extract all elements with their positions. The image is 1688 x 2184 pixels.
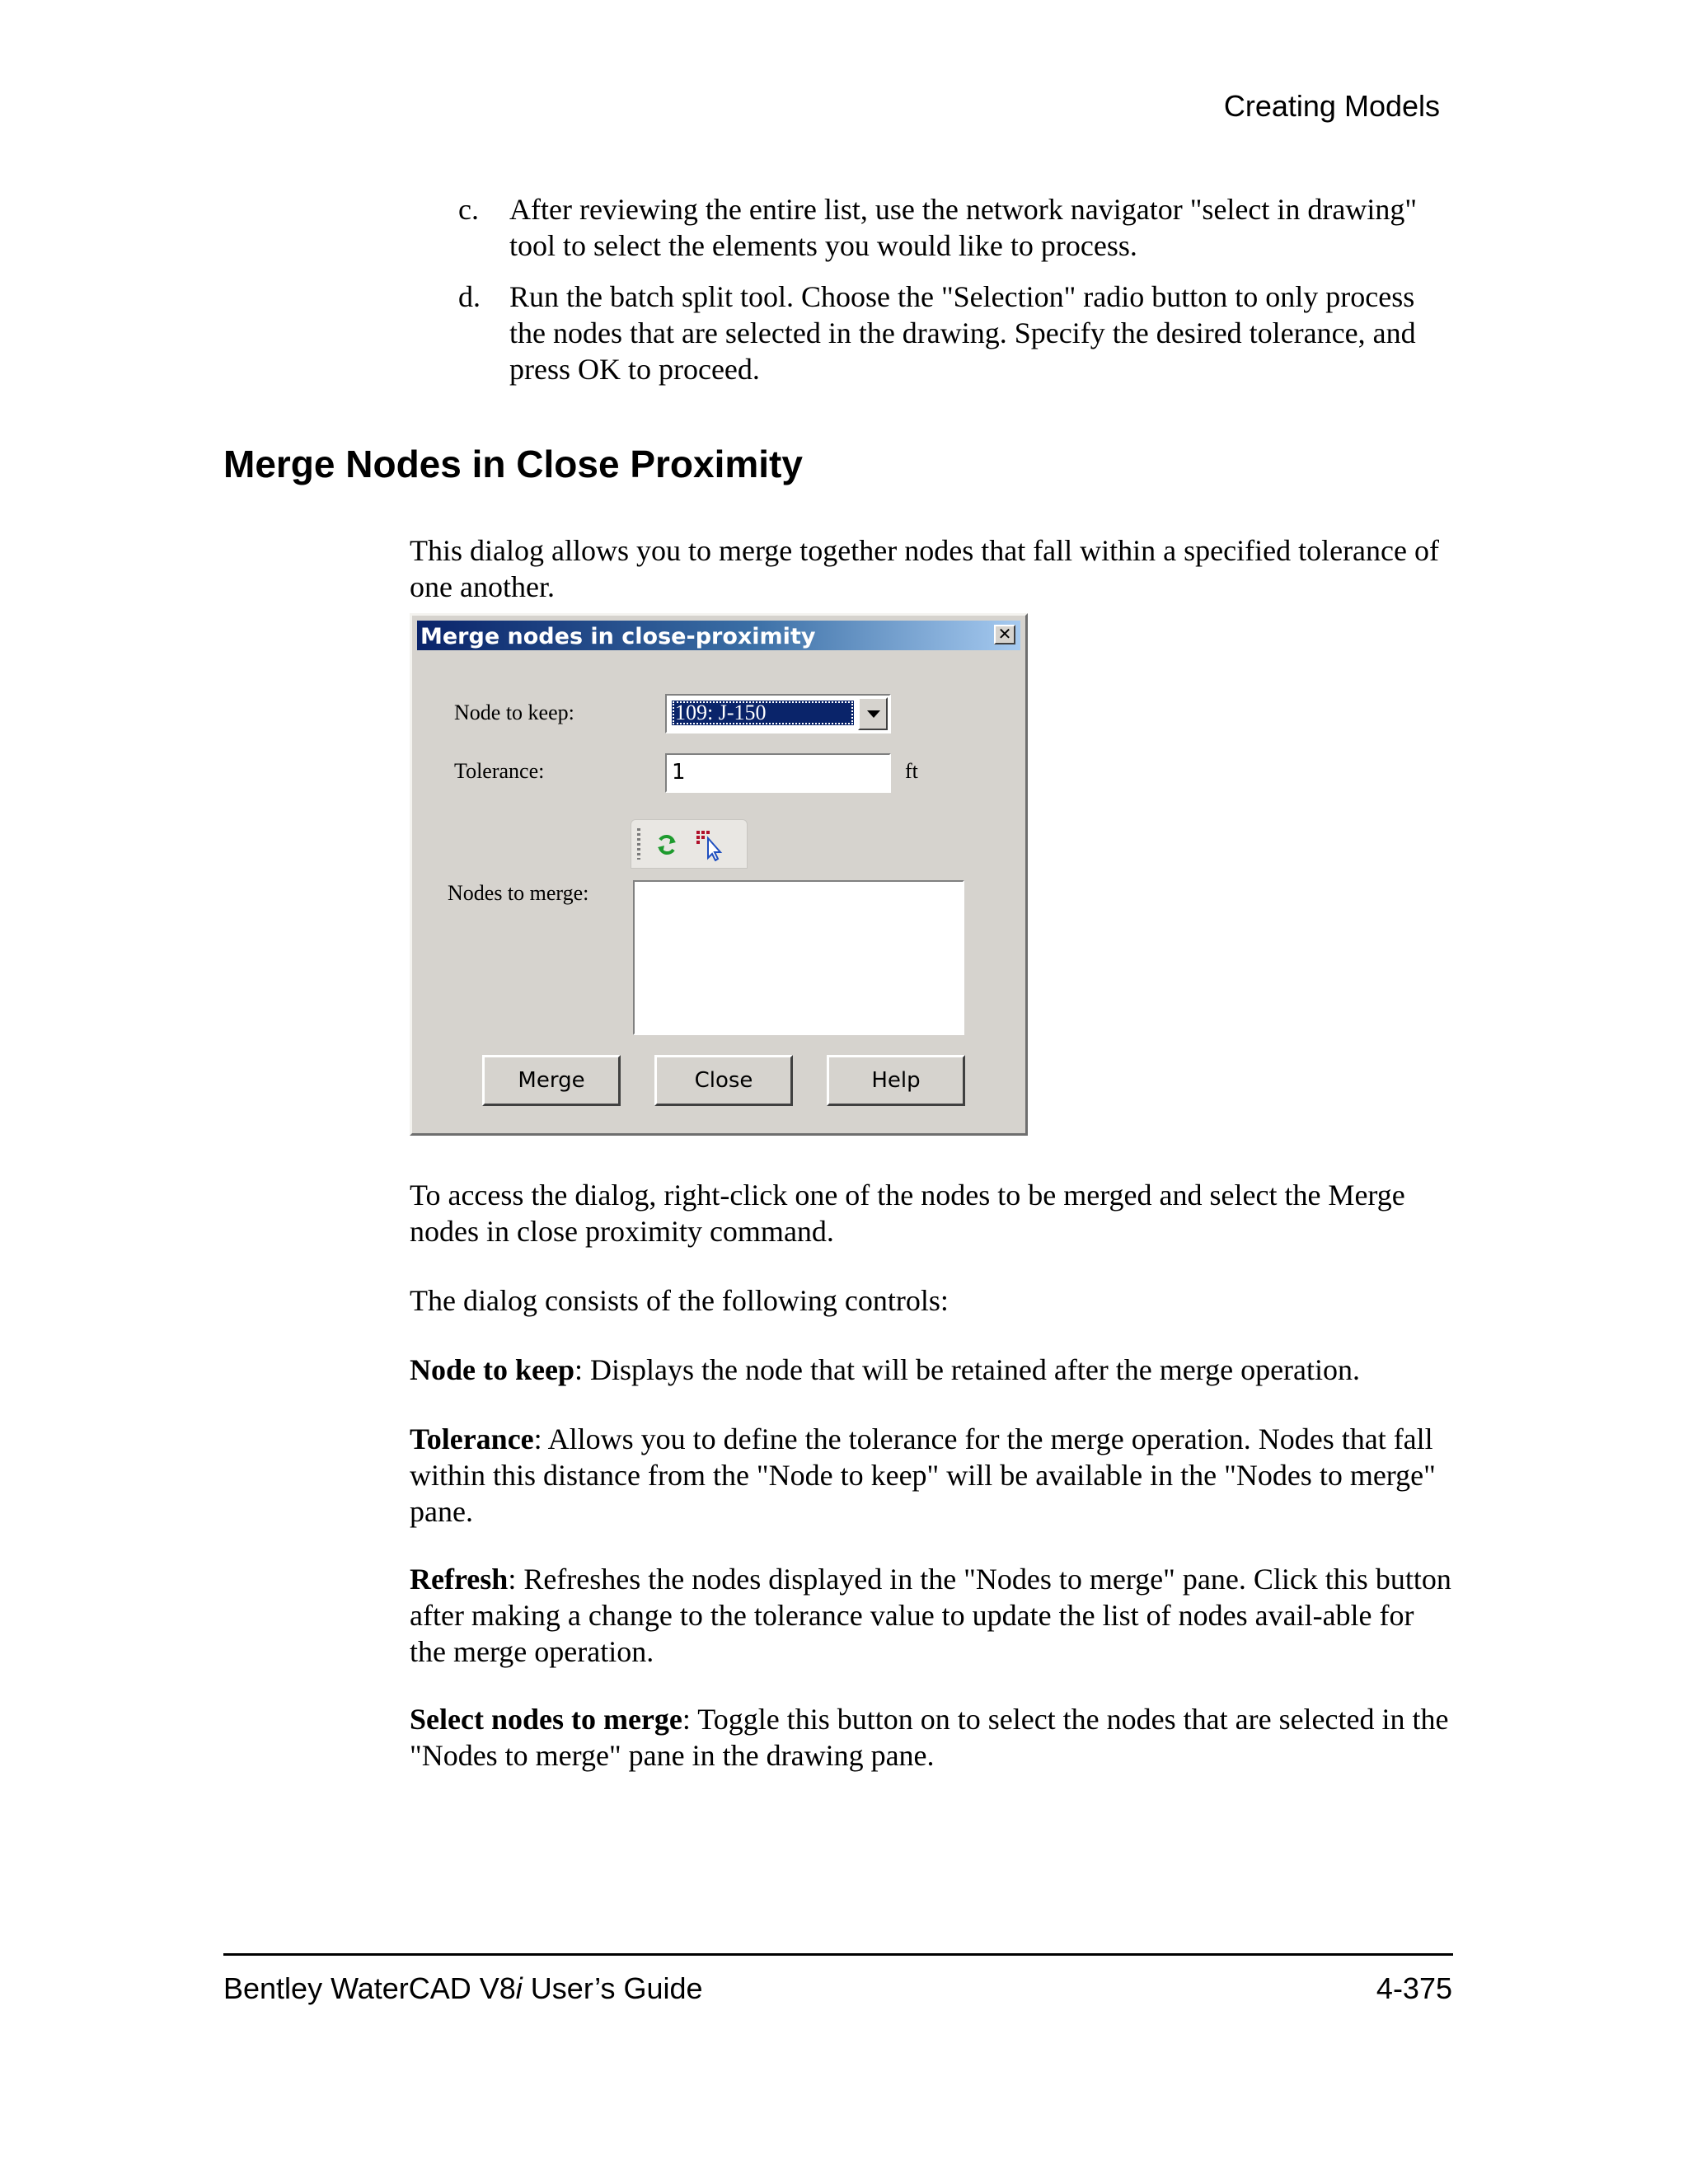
list-item-text: After reviewing the entire list, use the network navigator "select in drawing" tool to select the elements you would like to process.	[509, 193, 1418, 262]
help-button[interactable]: Help	[827, 1055, 965, 1106]
intro-paragraph: This dialog allows you to merge together nodes that fall within a specified tolerance of one another.	[410, 534, 1439, 603]
running-head: Creating Models	[1223, 89, 1440, 123]
refresh-icon[interactable]	[651, 828, 682, 861]
definition-term: Refresh	[410, 1563, 509, 1596]
footer-title	[223, 1971, 703, 2006]
definition-refresh	[410, 1561, 1452, 1670]
select-nodes-icon[interactable]	[694, 828, 725, 861]
step-list	[458, 191, 1447, 402]
footer-rule	[223, 1953, 1453, 1956]
chevron-down-icon[interactable]	[858, 697, 888, 730]
dialog-titlebar[interactable]	[417, 621, 1020, 650]
tolerance-label: Tolerance:	[454, 759, 545, 783]
list-item-text: Run the batch split tool. Choose the "Selection" radio button to only process the nodes that are selected in the drawing. Specify the desired tolerance, and press OK to proceed.	[509, 280, 1416, 386]
definition-node-to-keep	[410, 1352, 1452, 1388]
node-to-keep-label: Node to keep:	[454, 701, 574, 724]
node-to-keep-value: 109: J-150	[672, 701, 854, 725]
node-to-keep-dropdown[interactable]	[665, 694, 891, 733]
list-item	[458, 191, 1447, 264]
definition-select-nodes	[410, 1701, 1452, 1774]
tolerance-input[interactable]: 1	[665, 753, 891, 793]
nodes-toolbar	[631, 819, 748, 869]
merge-button[interactable]: Merge	[482, 1055, 621, 1106]
page-number: 4-375	[1376, 1971, 1452, 2005]
list-marker: c.	[458, 193, 479, 226]
definition-text: : Allows you to define the tolerance for the merge operation. Nodes that fall within this distance from the "Node to keep" will be available in the "Nodes to merge" pane.	[410, 1422, 1436, 1528]
list-item	[458, 279, 1447, 387]
controls-intro: The dialog consists of the following controls:	[410, 1284, 949, 1317]
footer-title-prefix: Bentley WaterCAD V8	[223, 1971, 516, 2005]
definition-text: : Refreshes the nodes displayed in the "Nodes to merge" pane. Click this button after making a change to the tolerance value to update the list of nodes avail-able for the merge operation.	[410, 1563, 1451, 1668]
close-icon[interactable]: ✕	[994, 625, 1015, 644]
definition-term: Node to keep	[410, 1353, 574, 1386]
dialog-title: Merge nodes in close-proximity	[420, 624, 816, 649]
access-paragraph: To access the dialog, right-click one of the nodes to be merged and select the Merge nodes in close proximity command.	[410, 1179, 1405, 1248]
nodes-to-merge-label: Nodes to merge:	[448, 881, 589, 905]
toolbar-grip[interactable]	[637, 828, 640, 860]
footer-title-italic: i	[515, 1971, 523, 2005]
definition-term: Tolerance	[410, 1422, 534, 1455]
definition-tolerance	[410, 1421, 1452, 1530]
nodes-to-merge-list[interactable]	[633, 880, 964, 1035]
definition-text: : Displays the node that will be retained after the merge operation.	[574, 1353, 1361, 1386]
definition-term: Select nodes to merge	[410, 1703, 682, 1736]
close-button[interactable]: Close	[654, 1055, 793, 1106]
definition-text: : Toggle this button on to select the nodes that are selected in the "Nodes to merge" pane in the drawing pane.	[410, 1703, 1449, 1772]
section-heading: Merge Nodes in Close Proximity	[223, 443, 803, 485]
tolerance-unit: ft	[905, 759, 918, 783]
list-marker: d.	[458, 280, 481, 313]
footer-title-suffix: User’s Guide	[522, 1971, 703, 2005]
